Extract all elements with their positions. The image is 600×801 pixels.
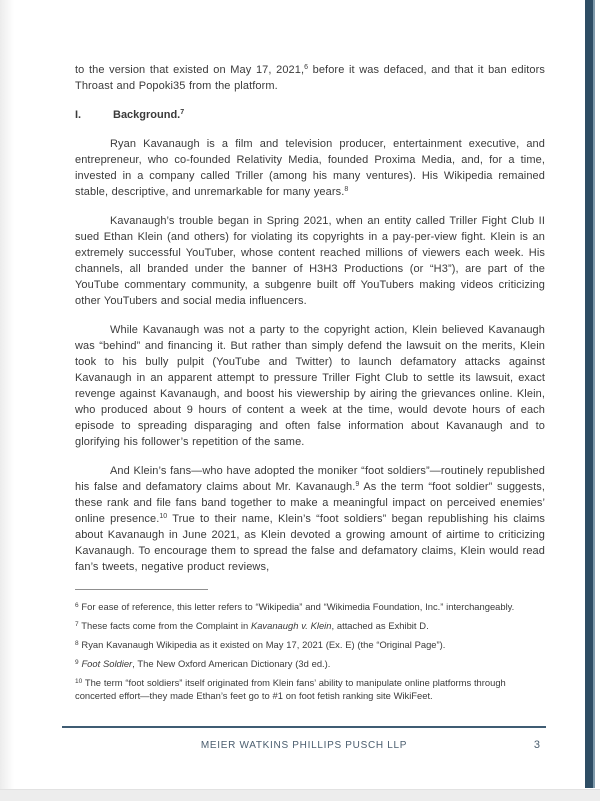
paragraph-background-4: And Klein’s fans—who have adopted the moniker “foot soldiers”—routinely republished his false and defamatory claims about Mr. Kavanaugh.$^9$ As the term “foot soldier” suggests, these rank and file fans band together to make a meaningful impact on perceived enemies’ online presence.$^{10}$ True to their name, Klein’s “foot soldiers” began republishing his claims about Kavanaugh in June 2021, as Klein devoted a growing amount of airtime to criticizing Kavanaugh. To encourage them to spread the false and defamatory claims, Klein would read fan’s tweets, negative product reviews, — [75, 465, 545, 573]
footnote-8: $^8$ Ryan Kavanaugh Wikipedia as it existed on May 17, 2021 (Ex. E) (the “Original Page”). — [75, 639, 446, 650]
footnote-7: $^7$ These facts come from the Complaint in Kavanaugh v. Klein, attached as Exhibit D. — [75, 620, 429, 631]
paragraph-background-3: While Kavanaugh was not a party to the copyright action, Klein believed Kavanaugh was “behind” and financing it. But rather than simply defend the lawsuit on the merits, Klein took to his bully pulpit (YouTube and Twitter) to launch defamatory attacks against Kavanaugh in an apparent attempt to pressure Triller Fight Club to settle its lawsuit, exact revenge against Kavanaugh, and boost his viewership by airing the grievances online. Klein, who produced about 9 hours of content a week at the time, would devote hours of each episode to spreading disparaging and often false information about Kavanaugh and to glorifying his follower’s repetition of the same. — [75, 324, 545, 448]
desk-background-strip — [0, 789, 600, 801]
document-body — [75, 62, 545, 708]
section-heading-text: Background. — [113, 109, 181, 121]
firm-name: MEIER WATKINS PHILLIPS PUSCH LLP — [200, 740, 408, 751]
page-right-border — [585, 0, 595, 788]
footnote-separator — [75, 589, 208, 590]
section-heading — [75, 107, 545, 123]
section-heading-footnote-ref: 7 — [180, 109, 185, 116]
page-edge-shading — [0, 0, 14, 801]
footnote-9: $^9$ Foot Soldier, The New Oxford American Dictionary (3d ed.). — [75, 658, 331, 669]
section-heading-label — [113, 107, 184, 123]
footnote-6: $^6$ For ease of reference, this letter refers to “Wikipedia” and “Wikimedia Foundation, Inc.” interchangeably. — [75, 601, 515, 612]
section-heading-number: I. — [75, 109, 82, 121]
footnote-10: $^{10}$ The term “foot soldiers” itself originated from Klein fans’ ability to manipulate online platforms through concerted effort—they made Ethan’s feet go to #1 on foot fetish ranking site WikiFeet. — [75, 677, 506, 701]
paragraph-background-2: Kavanaugh’s trouble began in Spring 2021, when an entity called Triller Fight Club II sued Ethan Klein (and others) for violating its copyrights in a pay-per-view fight. Klein is an extremely successful YouTuber, whose content reached millions of viewers each week. His channels, all branded under the banner of H3H3 Productions (or “H3”), are part of the YouTube commentary community, a subgenre built off YouTubers making videos criticizing other YouTubers and social media influencers. — [75, 215, 545, 307]
footer-rule — [62, 726, 546, 728]
paragraph-background-1: Ryan Kavanaugh is a film and television producer, entertainment executive, and entrepreneur, who co-founded Relativity Media, founded Proxima Media, and, for a time, invested in a company called Triller (among his many ventures). His Wikipedia remained stable, descriptive, and unremarkable for many years.$^8$ — [75, 138, 545, 198]
page-number: 3 — [533, 739, 540, 751]
page-footer — [62, 740, 546, 751]
paragraph-continuation: to the version that existed on May 17, 2021,$^6$ before it was defaced, and that it ban editors Throast and Popoki35 from the platform. — [75, 64, 546, 92]
